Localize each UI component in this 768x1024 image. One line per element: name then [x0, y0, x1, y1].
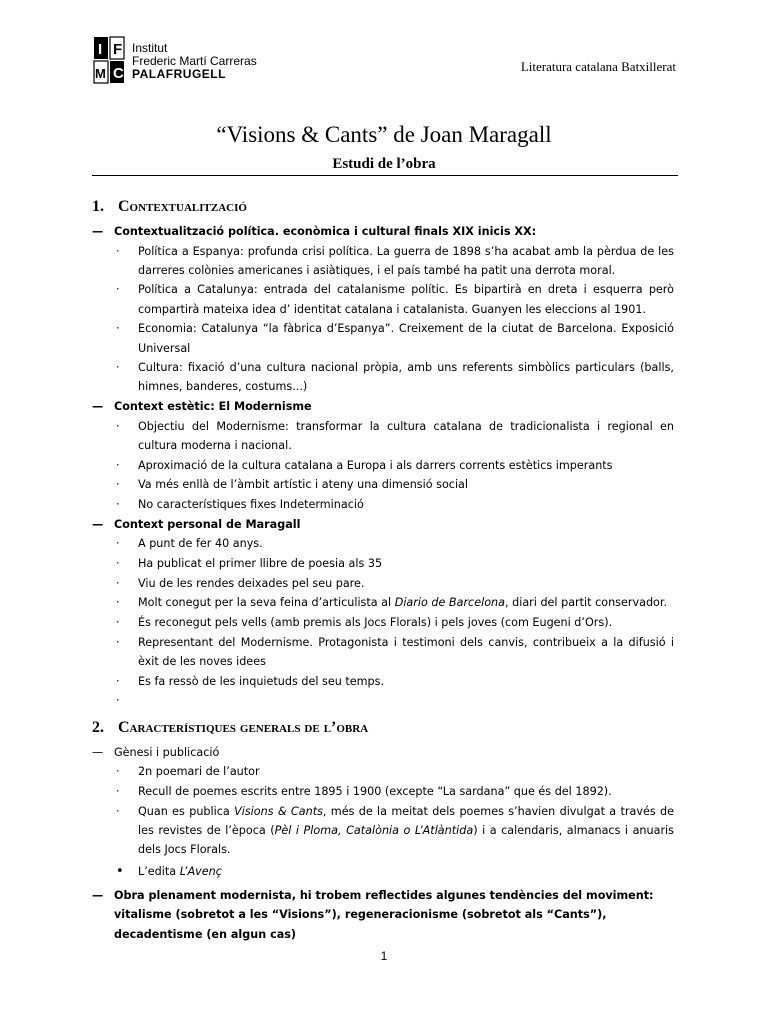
context-political-list [92, 242, 674, 397]
section-2-heading [92, 719, 674, 737]
context-personal-list [92, 534, 674, 710]
list-item: · Molt conegut per la seva feina d’articulista al Diario de Barcelona, diari del partit conservador. [116, 596, 668, 610]
list-item: · Va més enllà de l’àmbit artístic i ateny una dimensió social [116, 478, 469, 492]
document-subtitle: Estudi de l’obra [332, 156, 436, 172]
list-item: · 2n poemari de l’autor [116, 765, 260, 779]
page-number: 1 [380, 949, 388, 963]
list-item: · Economia: Catalunya “la fàbrica d’Espanya”. Creixement de la ciutat de Barcelona. Exposició Universal [116, 322, 674, 355]
list-item-genesis: — Gènesi i publicació [92, 745, 220, 759]
institute-line-1: Institut [132, 41, 168, 55]
list-item: · Cultura: fixació d’una cultura nacional pròpia, amb uns referents simbòlics particulars (balls, himnes, banderes, costums...) [116, 361, 674, 394]
list-item-context-aesthetic: — Context estètic: El Modernisme [92, 400, 312, 414]
list-item-modernist-work: — Obra plenament modernista, hi trobem reflectides algunes tendències del moviment: vitalisme (sobretot a les “Visions”), regeneracionisme (sobretot als “Cants”), decadentisme (en algun cas) [92, 888, 654, 941]
section-1-title: Contextualització [118, 198, 247, 215]
list-item: · Recull de poemes escrits entre 1895 i 1900 (excepte “La sardana” que és del 1892). [116, 785, 612, 799]
list-item: · Viu de les rendes deixades pel seu pare. [116, 576, 365, 590]
list-item: · Quan es publica Visions & Cants, més de la meitat dels poemes s’havien divulgat a través de les revistes de l’època (Pèl i Ploma, Catalònia o L’Atlàntida) i a calendaris, almanacs i anuaris dels Jocs Florals. [116, 804, 674, 857]
section-2-title: Característiques generals de l’obra [118, 718, 369, 736]
list-item-context-personal: — Context personal de Maragall [92, 517, 301, 531]
list-item-context-political: — Contextualització política. econòmica i cultural finals XIX inicis XX: [92, 225, 537, 238]
list-item: • L’edita L’Avenç [116, 864, 222, 880]
logo-letter-c: C [113, 65, 124, 82]
institute-line-2: Frederic Martí Carreras [132, 54, 257, 68]
list-item: · Política a Espanya: profunda crisi política. La guerra de 1898 s’ha acabat amb la pèrdua de les darreres colònies americanes i asiàtiques, i el país també ha patit una derrota moral. [116, 244, 674, 277]
genesis-list [92, 762, 674, 881]
logo-letter-f: F [113, 41, 123, 58]
logo-letter-i: I [98, 41, 103, 58]
section-2-number: 2. [92, 718, 104, 736]
title-divider [92, 175, 678, 176]
list-item: · Es fa ressò de les inquietuds del seu temps. [116, 674, 385, 688]
document-body [92, 194, 674, 944]
list-item: · Objectiu del Modernisme: transformar la cultura catalana de tradicionalista i regional en cultura moderna i nacional. [116, 419, 674, 452]
institute-name [132, 42, 257, 81]
list-item: · Aproximació de la cultura catalana a Europa i als darrers corrents estètics imperants [116, 458, 613, 472]
list-item: · És reconegut pels vells (amb premis als Jocs Florals) i pels joves (com Eugeni d’Ors). [116, 615, 613, 629]
list-item: · No característiques fixes Indeterminació [116, 497, 364, 511]
logo-letter-m: M [95, 66, 106, 81]
institute-logo-mark [92, 35, 126, 85]
course-label: Literatura catalana Batxillerat [520, 59, 676, 74]
section-1-heading [92, 198, 674, 216]
institute-logo [92, 35, 262, 87]
list-item: · Política a Catalunya: entrada del catalanisme polític. Es bipartirà en dreta i esquerra però compartirà mateixa idea d’ identitat catalana i catalanista. Guanyen les eleccions al 1901. [116, 283, 674, 316]
institute-line-3: PALAFRUGELL [132, 67, 226, 81]
list-item-empty: · [116, 694, 120, 708]
list-item: · A punt de fer 40 anys. [116, 537, 263, 551]
section-1-number: 1. [92, 198, 104, 215]
list-item: · Ha publicat el primer llibre de poesia als 35 [116, 556, 383, 570]
list-item: · Representant del Modernisme. Protagonista i testimoni dels canvis, contribueix a la difusió i èxit de les noves idees [116, 635, 674, 668]
context-aesthetic-list [92, 417, 674, 515]
document-title: “Visions & Cants” de Joan Maragall [216, 122, 552, 147]
